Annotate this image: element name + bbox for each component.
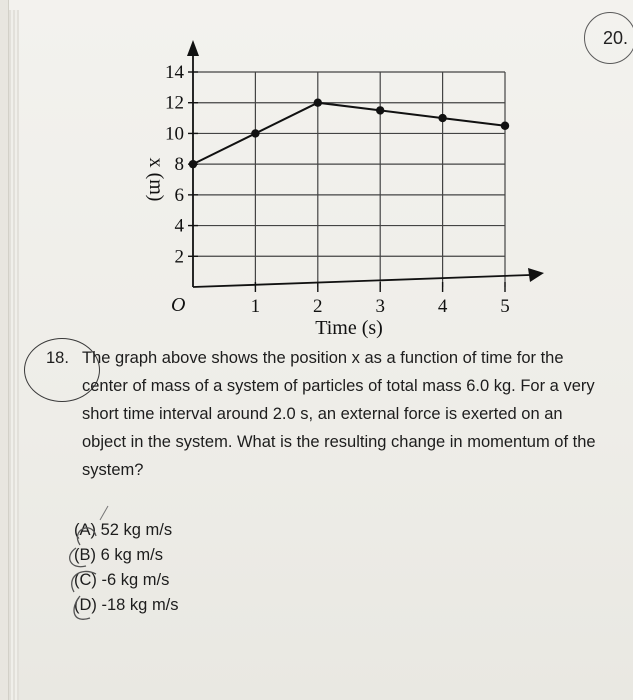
x-axis-arrow	[528, 268, 544, 282]
data-point	[501, 122, 509, 130]
y-axis-label: x (m)	[145, 157, 167, 202]
choice-c[interactable]: (C) -6 kg m/s	[74, 571, 170, 589]
y-tick-label: 8	[174, 154, 184, 176]
y-tick-label: 6	[174, 184, 184, 206]
x-axis-line	[193, 275, 530, 287]
x-tick-label: 1	[250, 296, 261, 317]
data-point	[314, 99, 322, 107]
chart-grid	[193, 72, 505, 287]
data-point	[438, 114, 446, 122]
data-point	[376, 106, 384, 114]
y-tick-label: 10	[165, 123, 184, 145]
x-tick-label: 2	[313, 296, 323, 317]
question-text: The graph above shows the position x as a function of time for the center of mass of a system of particles of total mass 6.0 kg. For a very short time interval around 2.0 s, an external force is exerted on an object in the system. What is the resulting change in momentum of the system?	[82, 349, 596, 479]
origin-label: O	[171, 294, 186, 316]
chart-axes	[187, 40, 544, 287]
question-block	[46, 344, 606, 484]
page-number: 20.	[603, 28, 629, 48]
x-tick-label: 5	[500, 296, 510, 317]
y-tick-label: 14	[165, 62, 184, 83]
x-tick-label: 3	[375, 296, 385, 317]
y-tick-label: 2	[174, 246, 184, 268]
choice-d[interactable]: (D) -18 kg m/s	[74, 596, 179, 614]
y-tick-label: 12	[165, 92, 184, 114]
data-point	[251, 129, 259, 137]
choice-b[interactable]: (B) 6 kg m/s	[74, 546, 163, 564]
chart-ticks	[165, 62, 510, 317]
x-tick-label: 4	[437, 296, 448, 317]
choice-a[interactable]: (A) 52 kg m/s	[74, 521, 173, 539]
y-tick-label: 4	[174, 215, 184, 237]
y-axis-arrow	[187, 40, 199, 56]
data-point	[189, 160, 197, 168]
x-axis-label: Time (s)	[315, 317, 383, 339]
question-number: 18.	[46, 349, 69, 367]
answer-choices	[74, 518, 179, 618]
